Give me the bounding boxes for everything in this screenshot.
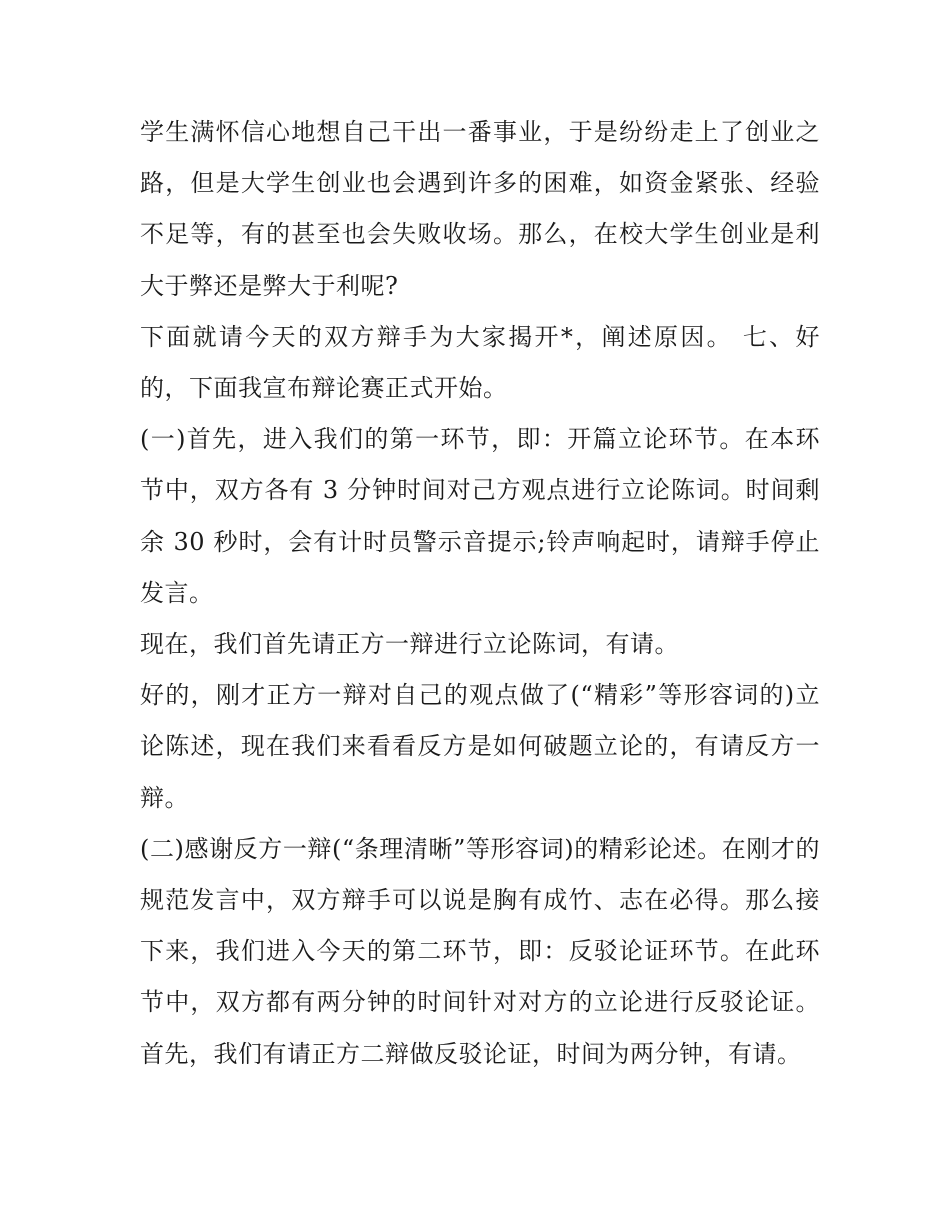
paragraph-affirmative-first-invite: 现在，我们首先请正方一辩进行立论陈词，有请。 — [140, 630, 679, 659]
paragraph-entrepreneurship-intro: 学生满怀信心地想自己干出一番事业，于是纷纷走上了创业之路，但是大学生创业也会遇到许多的困难，如资金紧张、经验不足等，有的甚至也会失败收场。那么，在校大学生创业是利大于弊还是弊大于利呢? — [140, 118, 820, 300]
paragraph-rebuttal-section: (二)感谢反方一辩(“条理清晰”等形容词)的精彩论述。在刚才的规范发言中，双方辩手可以说是胸有成竹、志在必得。那么接下来，我们进入今天的第二环节，即：反驳论证环节。在此环节中，双方都有两分钟的时间针对对方的立论进行反驳论证。首先，我们有请正方二辩做反驳论证，时间为两分钟，有请。 — [140, 834, 820, 1068]
paragraph-negative-first-invite: 好的，刚才正方一辩对自己的观点做了(“精彩”等形容词的)立论陈述，现在我们来看看反方是如何破题立论的，有请反方一辩。 — [140, 681, 820, 812]
document-body — [140, 107, 820, 1080]
paragraph-opening-statement-rules: (一)首先，进入我们的第一环节，即：开篇立论环节。在本环节中，双方各有 3 分钟时间对己方观点进行立论陈词。时间剩余 30 秒时，会有计时员警示音提示;铃声响起时，请辩手停止发言。 — [140, 425, 820, 607]
paragraph-debate-start: 下面就请今天的双方辩手为大家揭开*，阐述原因。 七、好的，下面我宣布辩论赛正式开始。 — [140, 322, 820, 403]
